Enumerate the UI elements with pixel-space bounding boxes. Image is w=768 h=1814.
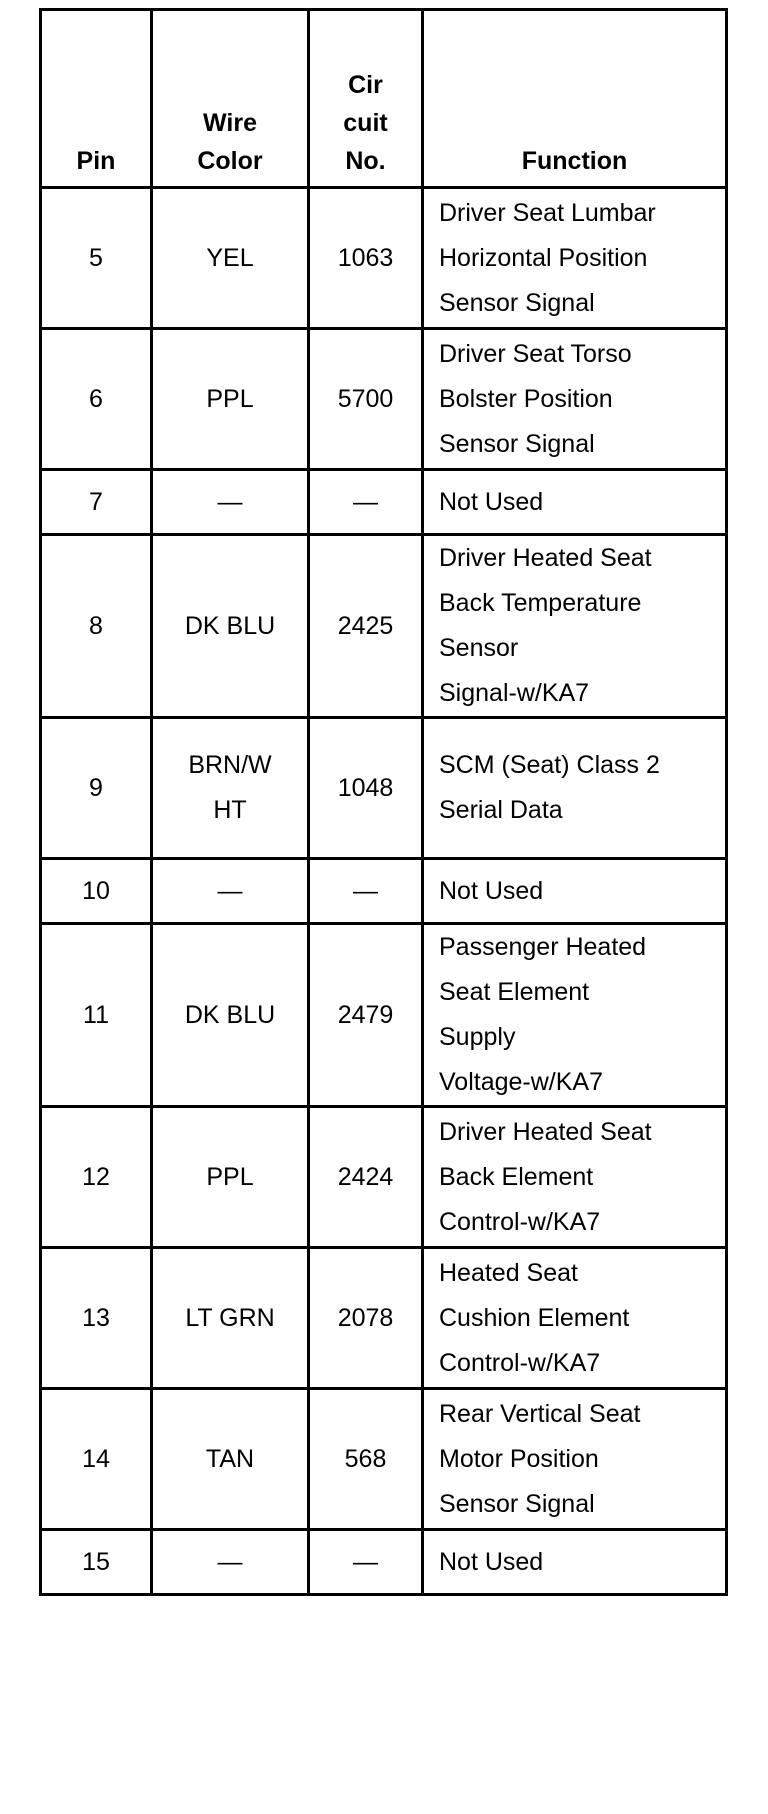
pin-cell-text: 5 bbox=[89, 243, 103, 272]
function-cell-text: Not Used bbox=[439, 487, 544, 516]
wire-color-cell bbox=[152, 1530, 309, 1595]
wire-color-cell-text: HT bbox=[213, 796, 247, 824]
function-cell bbox=[423, 859, 727, 924]
circuit-number-cell bbox=[309, 535, 423, 718]
wire-color-cell-text: LT GRN bbox=[185, 1303, 275, 1332]
header-circuit-line: cuit bbox=[343, 109, 388, 137]
pin-cell-text: 15 bbox=[82, 1547, 110, 1576]
circuit-number-cell-text: 2078 bbox=[337, 1303, 394, 1332]
function-cell-text: Sensor bbox=[439, 634, 519, 662]
header-pin bbox=[41, 10, 152, 188]
function-cell-text: Serial Data bbox=[439, 796, 563, 824]
circuit-number-cell bbox=[309, 1107, 423, 1248]
function-cell-text: Driver Heated Seat bbox=[439, 544, 652, 572]
table-row bbox=[41, 535, 727, 718]
header-pin-line: Pin bbox=[76, 147, 116, 175]
table-row bbox=[41, 188, 727, 329]
function-cell bbox=[423, 718, 727, 859]
circuit-number-cell-text: — bbox=[353, 1547, 378, 1576]
circuit-number-cell-text: 5700 bbox=[337, 384, 394, 413]
wire-color-cell bbox=[152, 1389, 309, 1530]
pin-cell-text: 9 bbox=[89, 773, 103, 802]
circuit-number-cell bbox=[309, 859, 423, 924]
header-wire-color bbox=[152, 10, 309, 188]
function-cell-text: Signal-w/KA7 bbox=[439, 679, 590, 707]
pin-cell bbox=[41, 470, 152, 535]
function-cell-text: Rear Vertical Seat bbox=[439, 1399, 641, 1428]
function-cell bbox=[423, 1248, 727, 1389]
wire-color-cell-text: DK BLU bbox=[184, 611, 276, 640]
wire-color-cell bbox=[152, 924, 309, 1107]
header-function-line: Function bbox=[521, 147, 628, 175]
wire-color-cell bbox=[152, 1248, 309, 1389]
pin-cell-text: 7 bbox=[89, 487, 103, 516]
pin-cell-text: 13 bbox=[82, 1303, 110, 1332]
wire-color-cell-text: PPL bbox=[206, 384, 254, 413]
circuit-number-cell bbox=[309, 470, 423, 535]
function-cell-text: Sensor Signal bbox=[439, 1489, 595, 1518]
function-cell bbox=[423, 924, 727, 1107]
header-circuit-line: Cir bbox=[348, 71, 383, 99]
pin-cell bbox=[41, 1389, 152, 1530]
circuit-number-cell bbox=[309, 329, 423, 470]
wire-color-cell-text: — bbox=[217, 487, 243, 516]
function-cell-text: Not Used bbox=[439, 876, 544, 905]
circuit-number-cell bbox=[309, 188, 423, 329]
function-cell-text: Horizontal Position bbox=[439, 243, 648, 272]
function-cell-text: Control-w/KA7 bbox=[439, 1207, 601, 1236]
function-cell-text: Back Element bbox=[439, 1162, 594, 1191]
header-wire-color-line: Color bbox=[197, 147, 263, 175]
wire-color-cell-text: TAN bbox=[205, 1444, 255, 1473]
pin-cell-text: 6 bbox=[89, 384, 103, 413]
table-row bbox=[41, 1107, 727, 1248]
connector-pinout-table bbox=[39, 8, 728, 1596]
wire-color-cell bbox=[152, 718, 309, 859]
function-cell-text: Motor Position bbox=[439, 1444, 599, 1473]
function-cell-text: SCM (Seat) Class 2 bbox=[439, 751, 660, 779]
pin-cell bbox=[41, 859, 152, 924]
wire-color-cell-text: DK BLU bbox=[184, 1000, 276, 1029]
function-cell-text: Back Temperature bbox=[439, 589, 642, 617]
function-cell bbox=[423, 470, 727, 535]
header-wire-color-line: Wire bbox=[203, 109, 257, 137]
pin-cell bbox=[41, 1248, 152, 1389]
circuit-number-cell-text: — bbox=[353, 876, 378, 905]
wire-color-cell-text: — bbox=[217, 1547, 243, 1576]
table-row bbox=[41, 470, 727, 535]
function-cell-text: Sensor Signal bbox=[439, 429, 595, 458]
circuit-number-cell-text: 2479 bbox=[337, 1000, 394, 1029]
wire-color-cell bbox=[152, 535, 309, 718]
circuit-number-cell-text: 1048 bbox=[337, 773, 394, 802]
wire-color-cell bbox=[152, 188, 309, 329]
pin-cell bbox=[41, 718, 152, 859]
table-row bbox=[41, 1248, 727, 1389]
function-cell bbox=[423, 329, 727, 470]
function-cell-text: Voltage-w/KA7 bbox=[439, 1068, 603, 1096]
function-cell-text: Not Used bbox=[439, 1547, 544, 1576]
function-cell-text: Seat Element bbox=[439, 978, 590, 1006]
table-row bbox=[41, 329, 727, 470]
pin-cell-text: 12 bbox=[82, 1162, 110, 1191]
circuit-number-cell-text: 568 bbox=[344, 1444, 387, 1473]
function-cell bbox=[423, 535, 727, 718]
wire-color-cell-text: PPL bbox=[206, 1162, 254, 1191]
circuit-number-cell-text: 1063 bbox=[337, 243, 394, 272]
pin-cell bbox=[41, 1107, 152, 1248]
pin-cell-text: 14 bbox=[82, 1444, 110, 1473]
function-cell-text: Cushion Element bbox=[439, 1303, 630, 1332]
function-cell-text: Control-w/KA7 bbox=[439, 1348, 601, 1377]
circuit-number-cell bbox=[309, 1248, 423, 1389]
table-row bbox=[41, 924, 727, 1107]
function-cell bbox=[423, 188, 727, 329]
table-header-row bbox=[41, 10, 727, 188]
table-body bbox=[41, 188, 727, 1595]
function-cell-text: Passenger Heated bbox=[439, 933, 647, 961]
function-cell bbox=[423, 1107, 727, 1248]
header-circuit-number bbox=[309, 10, 423, 188]
circuit-number-cell bbox=[309, 718, 423, 859]
circuit-number-cell-text: 2425 bbox=[337, 611, 394, 640]
pin-cell-text: 10 bbox=[82, 876, 110, 905]
table-row bbox=[41, 1389, 727, 1530]
pin-cell bbox=[41, 924, 152, 1107]
pin-cell bbox=[41, 535, 152, 718]
pin-cell bbox=[41, 1530, 152, 1595]
wire-color-cell bbox=[152, 329, 309, 470]
function-cell-text: Driver Seat Torso bbox=[439, 339, 632, 368]
function-cell-text: Supply bbox=[439, 1023, 516, 1051]
function-cell-text: Driver Heated Seat bbox=[439, 1117, 652, 1146]
function-cell-text: Bolster Position bbox=[439, 384, 613, 413]
circuit-number-cell bbox=[309, 924, 423, 1107]
circuit-number-cell bbox=[309, 1389, 423, 1530]
table-row bbox=[41, 718, 727, 859]
header-circuit-line: No. bbox=[345, 147, 386, 175]
function-cell-text: Heated Seat bbox=[439, 1258, 578, 1287]
wire-color-cell bbox=[152, 859, 309, 924]
wire-color-cell bbox=[152, 470, 309, 535]
table-row bbox=[41, 859, 727, 924]
table-row bbox=[41, 1530, 727, 1595]
function-cell-text: Sensor Signal bbox=[439, 288, 595, 317]
wire-color-cell-text: YEL bbox=[206, 243, 254, 272]
circuit-number-cell bbox=[309, 1530, 423, 1595]
wire-color-cell-text: BRN/W bbox=[188, 751, 272, 779]
wire-color-cell bbox=[152, 1107, 309, 1248]
pin-cell bbox=[41, 329, 152, 470]
wire-color-cell-text: — bbox=[217, 876, 243, 905]
pin-cell-text: 11 bbox=[83, 1000, 109, 1029]
function-cell bbox=[423, 1389, 727, 1530]
pin-cell-text: 8 bbox=[89, 611, 103, 640]
circuit-number-cell-text: 2424 bbox=[337, 1162, 394, 1191]
header-function bbox=[423, 10, 727, 188]
circuit-number-cell-text: — bbox=[353, 487, 378, 516]
pin-cell bbox=[41, 188, 152, 329]
function-cell bbox=[423, 1530, 727, 1595]
function-cell-text: Driver Seat Lumbar bbox=[439, 198, 656, 227]
